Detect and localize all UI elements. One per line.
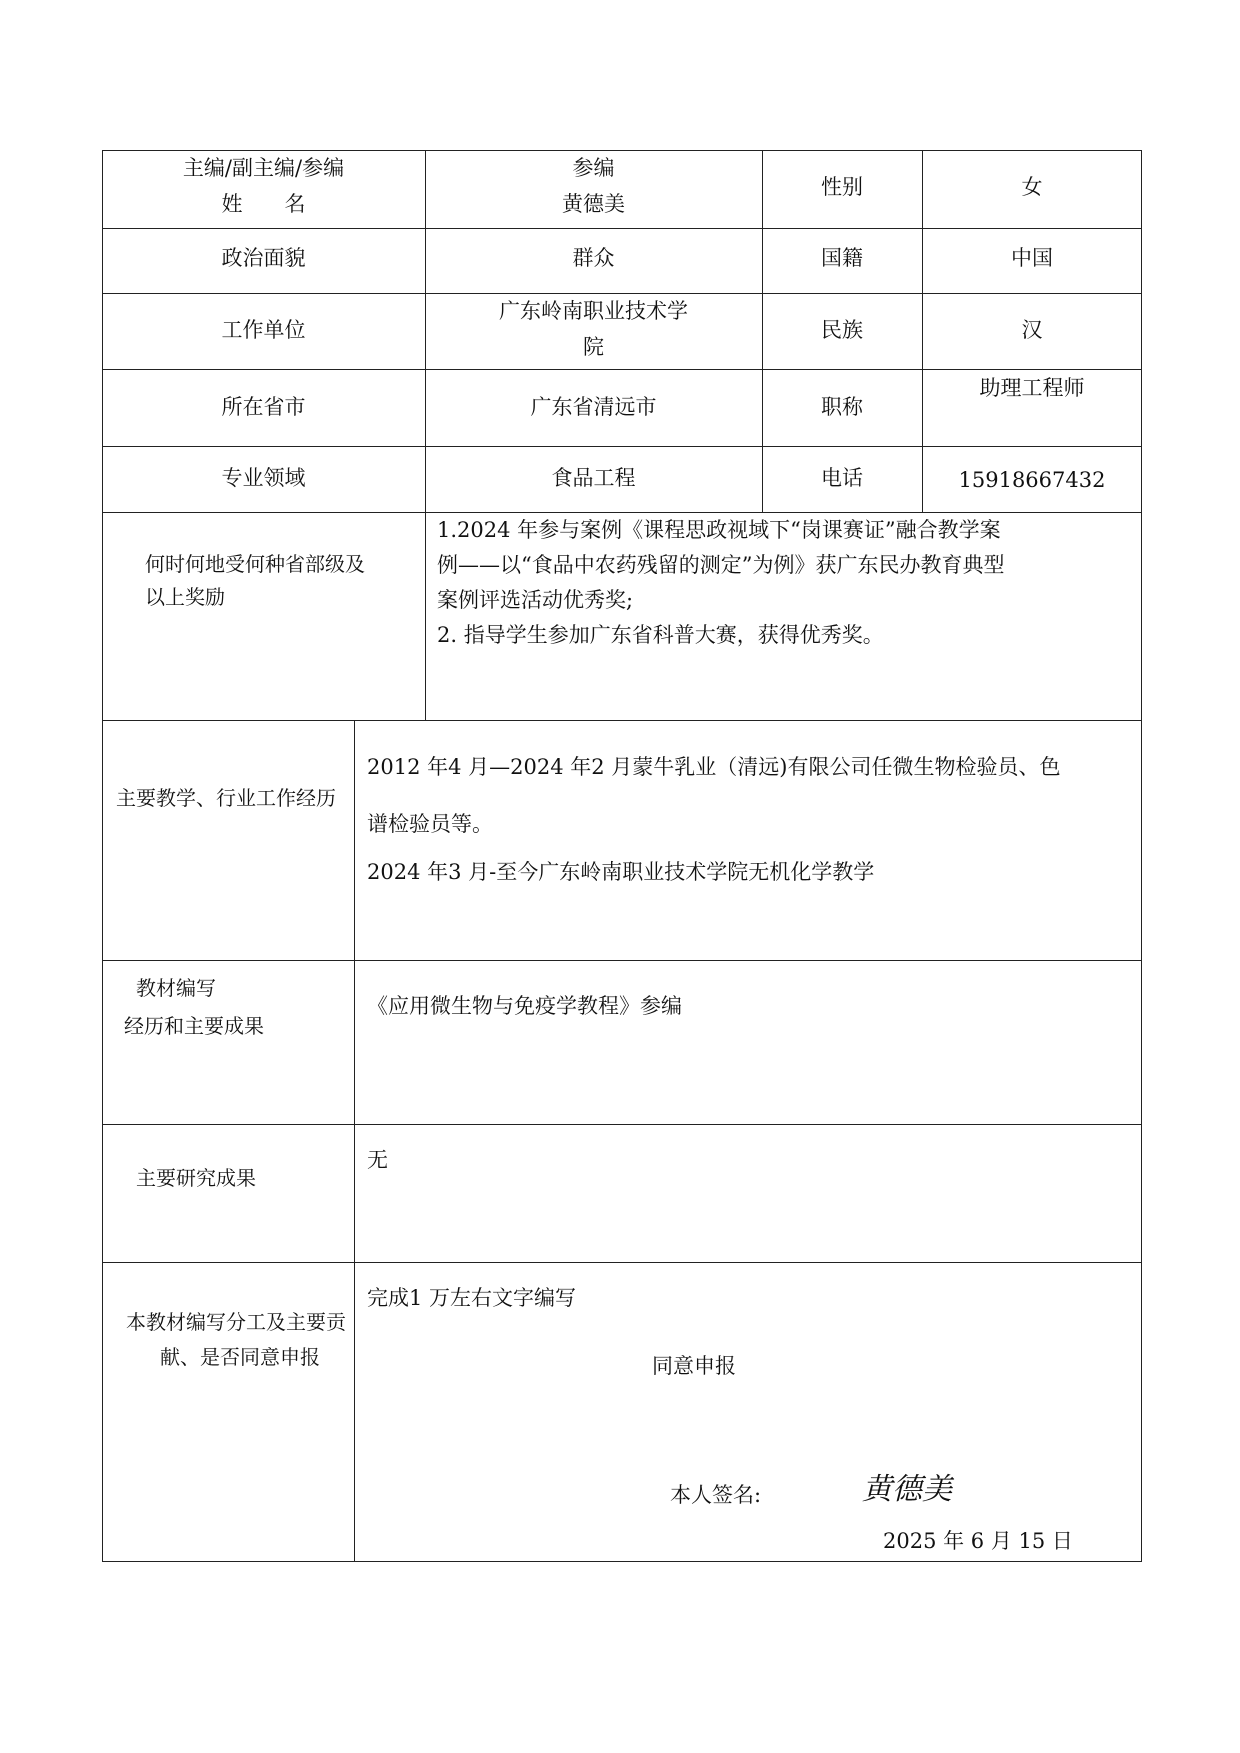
- row-divider: [102, 720, 1142, 721]
- textbook-content: 《应用微生物与免疫学教程》参编: [367, 994, 682, 1018]
- signature-date: 2025 年 6 月 15 日: [883, 1529, 1073, 1553]
- field-label: 专业领域: [221, 466, 306, 490]
- awards-line2: 例——以“食品中农药残留的测定”为例》获广东民办教育典型: [437, 553, 1005, 577]
- contribution-label-line2: 献、是否同意申报: [160, 1345, 320, 1369]
- experience-line3: 2024 年3 月-至今广东岭南职业技术学院无机化学教学: [367, 860, 875, 884]
- textbook-label-line1: 教材编写: [136, 976, 216, 1000]
- experience-label: 主要教学、行业工作经历: [116, 786, 336, 810]
- experience-line1: 2012 年4 月—2024 年2 月蒙牛乳业（清远)有限公司任微生物检验员、色: [367, 755, 1061, 779]
- row-divider: [102, 369, 1142, 370]
- column-divider: [425, 150, 426, 720]
- role-value: 参编: [572, 156, 615, 180]
- employer-label: 工作单位: [221, 318, 306, 342]
- employer-value-line2: 院: [583, 335, 604, 359]
- awards-line3: 案例评选活动优秀奖;: [437, 588, 634, 612]
- gender-value: 女: [1021, 175, 1043, 199]
- phone-value: 15918667432: [958, 468, 1106, 492]
- field-value: 食品工程: [551, 466, 636, 490]
- row-divider: [102, 446, 1142, 447]
- awards-line1: 1.2024 年参与案例《课程思政视域下“岗课赛证”融合教学案: [437, 518, 1001, 542]
- row-divider: [102, 1262, 1142, 1263]
- phone-label: 电话: [821, 466, 863, 490]
- row-divider: [102, 1124, 1142, 1125]
- ethnicity-label: 民族: [821, 318, 863, 342]
- contribution-content: 完成1 万左右文字编写: [367, 1286, 577, 1310]
- name-label-line1: 主编/副主编/参编: [182, 156, 345, 180]
- research-content: 无: [367, 1148, 388, 1172]
- location-label: 所在省市: [221, 395, 306, 419]
- ethnicity-value: 汉: [1021, 318, 1043, 342]
- name-label-line2: 姓 名: [221, 192, 306, 216]
- agree-statement: 同意申报: [652, 1354, 736, 1378]
- research-label: 主要研究成果: [136, 1166, 256, 1190]
- awards-label-line1: 何时何地受何种省部级及: [145, 552, 365, 576]
- name-value: 黄德美: [562, 192, 625, 216]
- textbook-label-line2: 经历和主要成果: [124, 1014, 264, 1038]
- signature-label: 本人签名:: [670, 1483, 762, 1507]
- contribution-label-line1: 本教材编写分工及主要贡: [126, 1310, 346, 1334]
- nationality-value: 中国: [1011, 246, 1053, 270]
- row-divider: [102, 228, 1142, 229]
- job-title-value: 助理工程师: [979, 376, 1085, 400]
- awards-label-line2: 以上奖励: [145, 585, 225, 609]
- column-divider: [354, 720, 355, 1562]
- awards-line4: 2. 指导学生参加广东省科普大赛，获得优秀奖。: [437, 623, 884, 647]
- employer-value-line1: 广东岭南职业技术学: [499, 299, 688, 323]
- row-divider: [102, 293, 1142, 294]
- nationality-label: 国籍: [821, 246, 863, 270]
- political-value: 群众: [572, 246, 615, 270]
- row-divider: [102, 512, 1142, 513]
- handwritten-signature: 黄德美: [862, 1472, 952, 1507]
- gender-label: 性别: [821, 175, 863, 199]
- row-divider: [102, 960, 1142, 961]
- location-value: 广东省清远市: [530, 395, 657, 419]
- job-title-label: 职称: [821, 395, 863, 419]
- experience-line2: 谱检验员等。: [367, 812, 493, 836]
- political-label: 政治面貌: [221, 246, 306, 270]
